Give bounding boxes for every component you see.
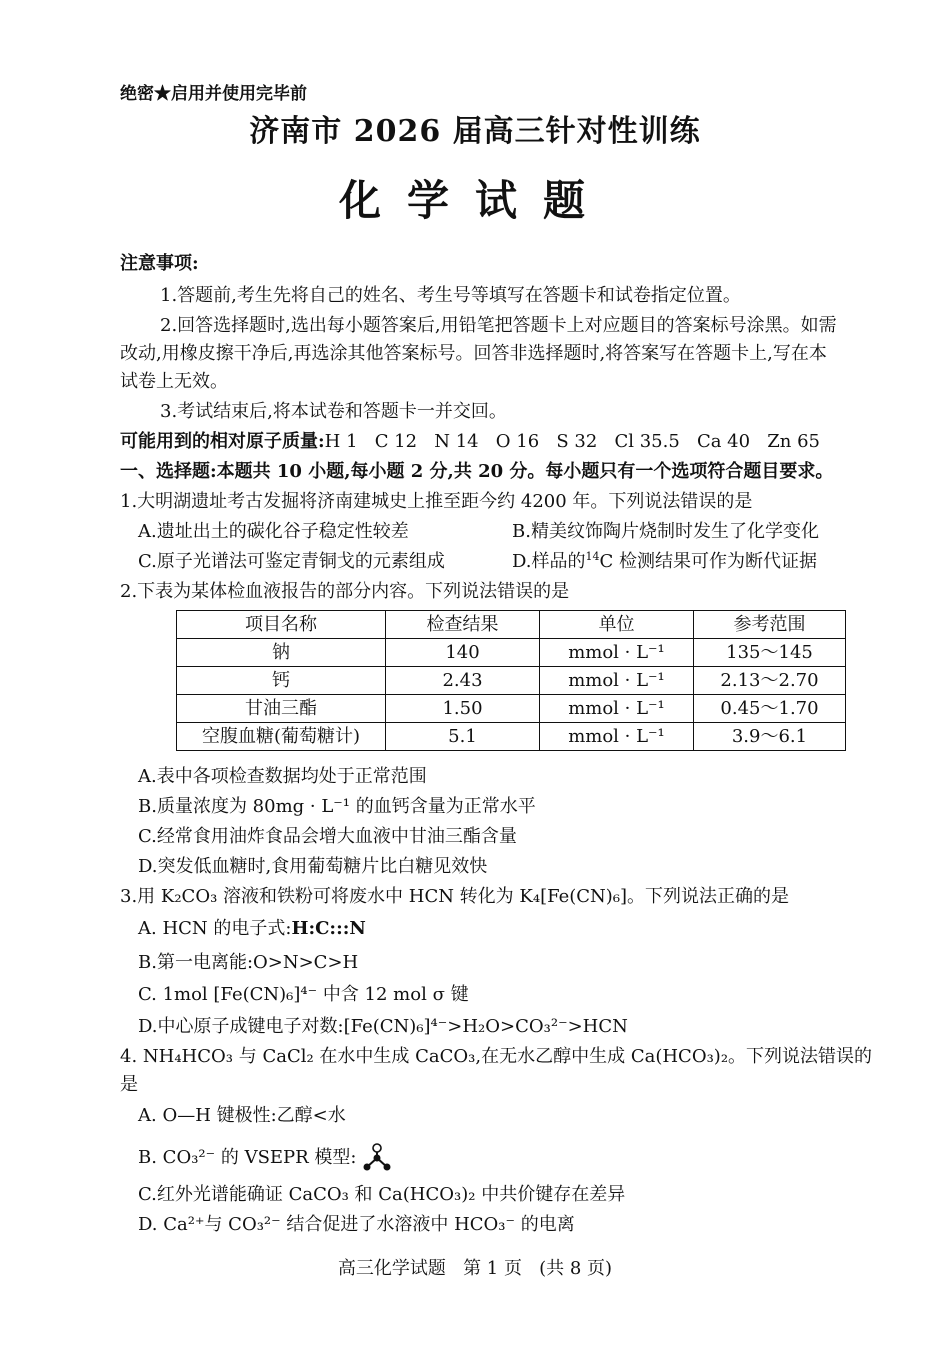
q3-option-d: D.中心原子成键电子对数:[Fe(CN)₆]⁴⁻>H₂O>CO₃²⁻>HCN <box>138 1016 628 1037</box>
cell-range: 0.45～1.70 <box>694 695 846 723</box>
q4-option-b-text: B. CO₃²⁻ 的 VSEPR 模型: <box>138 1147 357 1168</box>
q4-option-d: D. Ca²⁺与 CO₃²⁻ 结合促进了水溶液中 HCO₃⁻ 的电离 <box>138 1214 575 1235</box>
blood-report-table <box>176 610 846 751</box>
notes-heading: 注意事项: <box>120 253 199 274</box>
atomic-mass-values: H 1 C 12 N 14 O 16 S 32 Cl 35.5 Ca 40 Zn 65 <box>324 431 820 452</box>
q1-option-d-isotope: 14 <box>585 550 600 563</box>
confidential-label: 绝密★启用并使用完毕前 <box>120 84 307 104</box>
section-1-heading: 一、选择题:本题共 10 小题,每小题 2 分,共 20 分。每小题只有一个选项符合题目要求。 <box>120 461 834 482</box>
atomic-mass-label: 可能用到的相对原子质量: <box>120 431 325 452</box>
table-row <box>177 695 846 723</box>
cell-item: 钠 <box>177 639 386 667</box>
q3-option-c: C. 1mol [Fe(CN)₆]⁴⁻ 中含 12 mol σ 键 <box>138 984 469 1005</box>
q3-option-a <box>138 917 366 941</box>
cell-range: 135～145 <box>694 639 846 667</box>
q4-option-c: C.红外光谱能确证 CaCO₃ 和 Ca(HCO₃)₂ 中共价键存在差异 <box>138 1184 626 1205</box>
cell-item: 空腹血糖(葡萄糖计) <box>177 723 386 751</box>
note-item-3: 3.考试结束后,将本试卷和答题卡一并交回。 <box>160 401 507 422</box>
cell-range: 3.9～6.1 <box>694 723 846 751</box>
q1-option-a: A.遗址出土的碳化谷子稳定性较差 <box>138 521 409 542</box>
q1-option-c: C.原子光谱法可鉴定青铜戈的元素组成 <box>138 551 445 572</box>
col-header-item: 项目名称 <box>177 611 386 639</box>
cell-unit: mmol · L⁻¹ <box>540 667 694 695</box>
q4-stem-line-1: 4. NH₄HCO₃ 与 CaCl₂ 在水中生成 CaCO₃,在无水乙醇中生成 Ca(HCO₃)₂。下列说法错误的 <box>120 1046 873 1067</box>
q1-option-d-prefix: D.样品的 <box>512 551 586 572</box>
table-row <box>177 667 846 695</box>
cell-result: 1.50 <box>386 695 540 723</box>
hcn-electron-formula: H:C:::N <box>291 918 366 939</box>
exam-title: 济南市 2026 届高三针对性训练 <box>249 114 701 149</box>
q4-option-a: A. O—H 键极性:乙醇<水 <box>138 1105 346 1126</box>
q2-option-a: A.表中各项检查数据均处于正常范围 <box>138 766 427 787</box>
cell-unit: mmol · L⁻¹ <box>540 639 694 667</box>
note-item-2-line-1: 2.回答选择题时,选出每小题答案后,用铅笔把答题卡上对应题目的答案标号涂黑。如需 <box>160 315 837 336</box>
table-header-row <box>177 611 846 639</box>
table-row <box>177 723 846 751</box>
cell-unit: mmol · L⁻¹ <box>540 695 694 723</box>
q2-stem: 2.下表为某体检血液报告的部分内容。下列说法错误的是 <box>120 581 570 602</box>
subject-title: 化学试题 <box>338 176 611 225</box>
table-row <box>177 639 846 667</box>
cell-item: 甘油三酯 <box>177 695 386 723</box>
q1-option-d-suffix: C 检测结果可作为断代证据 <box>599 551 818 572</box>
q1-option-b: B.精美纹饰陶片烧制时发生了化学变化 <box>512 521 819 542</box>
col-header-result: 检查结果 <box>386 611 540 639</box>
cell-result: 5.1 <box>386 723 540 751</box>
cell-range: 2.13～2.70 <box>694 667 846 695</box>
cell-result: 140 <box>386 639 540 667</box>
vsepr-trigonal-planar-icon <box>362 1143 392 1173</box>
cell-item: 钙 <box>177 667 386 695</box>
note-item-1: 1.答题前,考生先将自己的姓名、考生号等填写在答题卡和试卷指定位置。 <box>160 285 741 306</box>
q2-option-b: B.质量浓度为 80mg · L⁻¹ 的血钙含量为正常水平 <box>138 796 536 817</box>
cell-unit: mmol · L⁻¹ <box>540 723 694 751</box>
q3-option-b: B.第一电离能:O>N>C>H <box>138 952 359 973</box>
col-header-unit: 单位 <box>540 611 694 639</box>
note-item-2-line-2: 改动,用橡皮擦干净后,再选涂其他答案标号。回答非选择题时,将答案写在答题卡上,写在本 <box>120 343 827 364</box>
note-item-2-line-3: 试卷上无效。 <box>120 371 228 392</box>
cell-result: 2.43 <box>386 667 540 695</box>
q4-option-b <box>138 1143 392 1173</box>
page-footer: 高三化学试题 第 1 页 (共 8 页) <box>337 1258 613 1279</box>
atomic-mass-line <box>120 430 820 454</box>
q2-option-c: C.经常食用油炸食品会增大血液中甘油三酯含量 <box>138 826 517 847</box>
q3-option-a-label: A. HCN 的电子式: <box>138 918 292 939</box>
q1-option-d <box>512 550 817 574</box>
q2-option-d: D.突发低血糖时,食用葡萄糖片比白糖见效快 <box>138 856 488 877</box>
col-header-range: 参考范围 <box>694 611 846 639</box>
q4-stem-line-2: 是 <box>120 1074 138 1095</box>
q3-stem: 3.用 K₂CO₃ 溶液和铁粉可将废水中 HCN 转化为 K₄[Fe(CN)₆]。下列说法正确的是 <box>120 886 790 907</box>
q1-stem: 1.大明湖遗址考古发掘将济南建城史上推至距今约 4200 年。下列说法错误的是 <box>120 491 753 512</box>
